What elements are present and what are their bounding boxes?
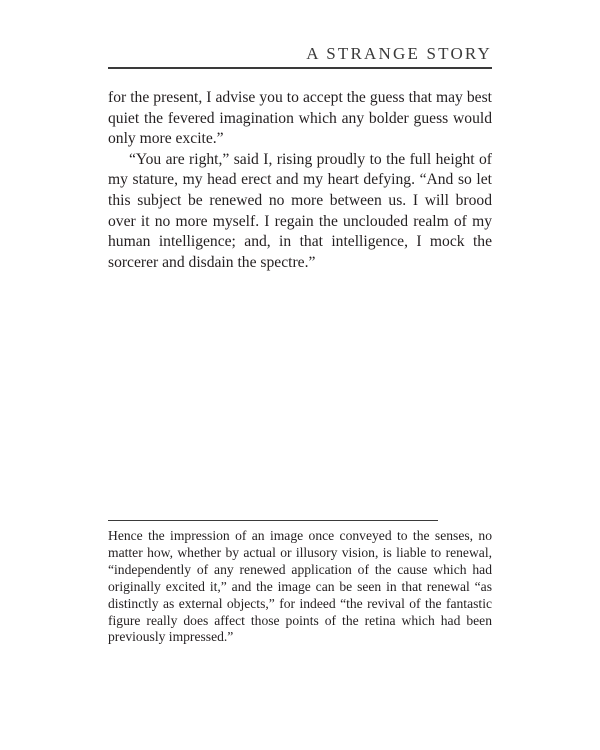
running-head-title: A STRANGE STORY	[306, 44, 492, 63]
main-text	[108, 88, 492, 273]
paragraph-continued: for the present, I advise you to accept the guess that may best quiet the fevered imagination which any bolder guess would only more excite.”	[108, 89, 492, 148]
footnote-rule	[108, 520, 438, 521]
header-rule	[108, 67, 492, 69]
paragraph-dialogue: “You are right,” said I, rising proudly to the full height of my stature, my head erect and my heart defying. “And so let this subject be renewed no more between us. I will brood over it no more myself. I regain the unclouded realm of my human intelligence; and, in that intelligence, I mock the sorcerer and disdain the spectre.”	[108, 150, 492, 271]
footnote-text: Hence the impression of an image once conveyed to the senses, no matter how, whether by actual or illusory vision, is liable to renewal, “independently of any renewed application of the cause which had originally excited it,” and the image can be seen in that renewal “as distinctly as external objects,” for indeed “the revival of the fantastic figure really does affect those points of the retina which had been previously impressed.”	[108, 528, 492, 645]
footnote	[108, 528, 492, 646]
